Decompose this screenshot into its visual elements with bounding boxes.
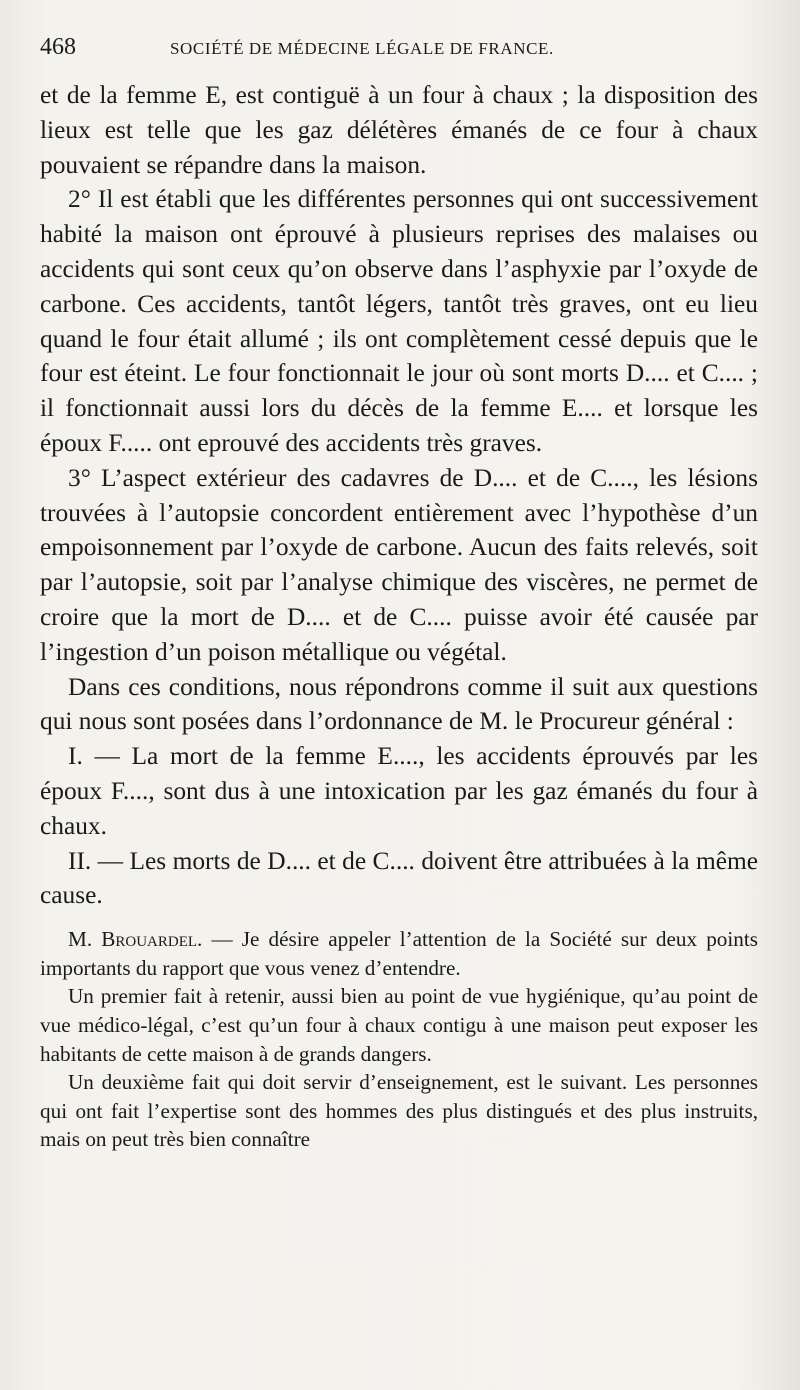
paragraph-point-3: 3° L’aspect extérieur des cadavres de D.... et de C...., les lésions trouvées à l’autopsie concordent entièrement avec l’hypothèse d’un empoisonnement par l’oxyde de carbone. Aucun des faits relevés, soit par l’autopsie, soit par l’analyse chimique des viscères, ne permet de croire que la mort de D.... et de C.... puisse avoir été causée par l’ingestion d’un poison métallique ou végétal. — [40, 463, 758, 666]
paragraph-point-2: 2° Il est établi que les différentes personnes qui ont successivement habité la maison ont éprouvé à plusieurs reprises des malaises ou accidents qui sont ceux qu’on observe dans l’asphyxie par l’oxyde de carbone. Ces accidents, tantôt légers, tantôt très graves, ont eu lieu quand le four était allumé ; ils ont complètement cessé depuis que le four est éteint. Le four fonctionnait le jour où sont morts D.... et C.... ; il fonctionnait aussi lors du décès de la femme E.... et lorsque les époux F..... ont eprouvé des accidents très graves. — [40, 185, 758, 457]
paragraph-answer-1: I. — La mort de la femme E...., les accidents éprouvés par les époux F...., sont dus à une intoxication par les gaz émanés du four à chaux. — [40, 742, 758, 840]
speaker-name: M. Brouardel. — [68, 927, 203, 952]
paragraph-continuation: et de la femme E, est contiguë à un four à chaux ; la disposition des lieux est telle que les gaz délétères émanés de ce four à chaux pouvaient se répandre dans la maison. — [40, 81, 758, 179]
journal-title: SOCIÉTÉ DE MÉDECINE LÉGALE DE FRANCE. — [170, 39, 554, 58]
discussion-section — [40, 925, 758, 1154]
discussion-paragraph-1 — [40, 925, 758, 982]
paragraph-answer-2: II. — Les morts de D.... et de C.... doivent être attribuées à la même cause. — [40, 846, 758, 910]
discussion-paragraph-2: Un premier fait à retenir, aussi bien au point de vue hygiénique, qu’au point de vue médico-légal, c’est qu’un four à chaux contigu à une maison peut exposer les habitants de cette maison à de grands dangers. — [40, 984, 758, 1066]
report-conclusions — [40, 78, 758, 913]
discussion-paragraph-3: Un deuxième fait qui doit servir d’enseignement, est le suivant. Les personnes qui ont fait l’expertise sont des hommes des plus distingués et des plus instruits, mais on peut très bien connaître — [40, 1070, 758, 1152]
paragraph-conditions: Dans ces conditions, nous répondrons comme il suit aux questions qui nous sont posées dans l’ordonnance de M. le Procureur général : — [40, 672, 758, 736]
running-header — [40, 34, 758, 74]
discussion-text-1: — Je désire appeler l’attention de la Société sur deux points importants du rapport que vous venez d’entendre. — [40, 927, 758, 980]
page-number: 468 — [40, 34, 76, 60]
